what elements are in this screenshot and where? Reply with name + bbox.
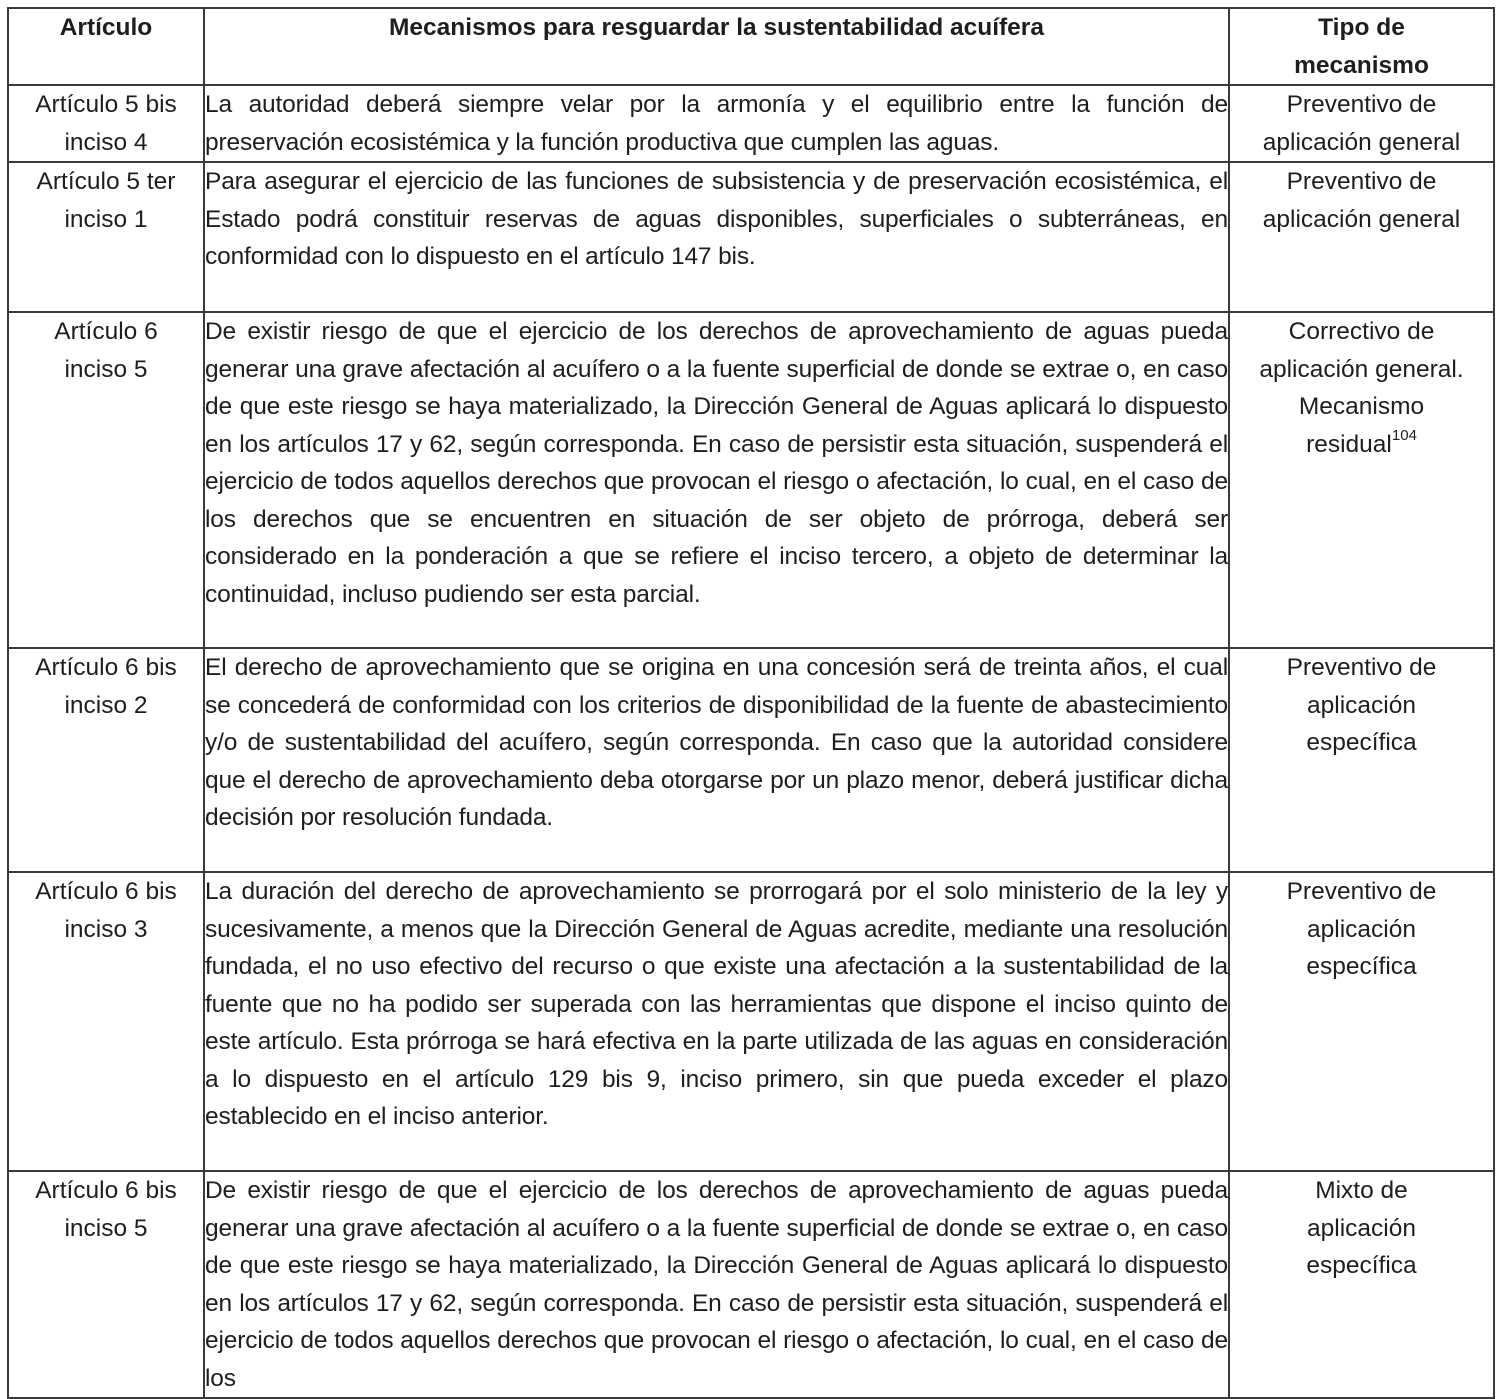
mecanismo-cell: El derecho de aprovechamiento que se origina en una concesión será de treinta años, el cual se concederá de conformidad con los criterios de disponibilidad de la fuente de abastecimiento y/o de sustentabilidad del acuífero, según corresponda. En caso que la autoridad considere que el derecho de aprovechamiento deba otorgarse por un plazo menor, deberá justificar dicha decisión por resolución fundada.	[204, 648, 1229, 872]
tipo-line1: Preventivo de	[1286, 91, 1437, 118]
tipo-line3: específica	[1306, 1252, 1417, 1279]
articulo-cell	[8, 85, 204, 162]
header-mecanismo: Mecanismos para resguardar la sustentabilidad acuífera	[204, 8, 1229, 85]
tipo-line4	[1230, 426, 1493, 464]
tipo-cell	[1229, 648, 1494, 872]
articulo-line2: inciso 4	[64, 128, 148, 156]
header-tipo	[1229, 8, 1494, 85]
mecanismo-cell: Para asegurar el ejercicio de las funciones de subsistencia y de preservación ecosistémica, el Estado podrá constituir reservas de aguas disponibles, superficiales o subterráneas, en conformidad con lo dispuesto en el artículo 147 bis.	[204, 162, 1229, 312]
articulo-line2: inciso 5	[64, 355, 148, 383]
mecanismo-cell: La autoridad deberá siempre velar por la armonía y el equilibrio entre la función de preservación ecosistémica y la función productiva que cumplen las aguas.	[204, 85, 1229, 162]
tipo-cell	[1229, 162, 1494, 312]
articulo-line1: Artículo 6 bis	[35, 1177, 177, 1204]
mechanisms-table	[7, 7, 1495, 1399]
header-row	[8, 8, 1494, 85]
articulo-line1: Artículo 5 ter	[36, 168, 176, 195]
tipo-cell	[1229, 312, 1494, 648]
tipo-line1: Preventivo de	[1286, 654, 1437, 681]
header-articulo: Artículo	[8, 8, 204, 85]
articulo-line2: inciso 5	[64, 1214, 148, 1242]
articulo-line1: Artículo 6 bis	[35, 654, 177, 681]
tipo-line3: específica	[1306, 729, 1417, 756]
table-row	[8, 85, 1494, 162]
articulo-cell	[8, 162, 204, 312]
header-tipo-line1: Tipo de	[1318, 14, 1405, 41]
tipo-line1: Correctivo de	[1288, 318, 1435, 345]
mecanismo-cell: La duración del derecho de aprovechamiento se prorrogará por el solo ministerio de la ley y sucesivamente, a menos que la Dirección General de Aguas acredite, mediante una resolución fundada, el no uso efectivo del recurso o que existe una afectación a la sustentabilidad de la fuente que no ha podido ser superada con las herramientas que dispone el inciso quinto de este artículo. Esta prórroga se hará efectiva en la parte utilizada de las aguas en consideración a lo dispuesto en el artículo 129 bis 9, inciso primero, sin que pueda exceder el plazo establecido en el inciso anterior.	[204, 872, 1229, 1171]
footnote-reference[interactable]: 104	[1391, 427, 1417, 445]
articulo-cell	[8, 872, 204, 1171]
mechanisms-table-container	[7, 7, 1493, 1399]
tipo-line4-text: residual	[1306, 430, 1392, 458]
articulo-cell	[8, 648, 204, 872]
articulo-cell	[8, 1171, 204, 1398]
articulo-cell	[8, 312, 204, 648]
table-row	[8, 1171, 1494, 1398]
table-row	[8, 872, 1494, 1171]
tipo-line1: Mixto de	[1315, 1177, 1408, 1204]
table-row	[8, 648, 1494, 872]
mecanismo-cell: De existir riesgo de que el ejercicio de los derechos de aprovechamiento de aguas pueda generar una grave afectación al acuífero o a la fuente superficial de donde se extrae o, en caso de que este riesgo se haya materializado, la Dirección General de Aguas aplicará lo dispuesto en los artículos 17 y 62, según corresponda. En caso de persistir esta situación, suspenderá el ejercicio de todos aquellos derechos que provocan el riesgo o afectación, lo cual, en el caso de los derechos que se encuentren en situación de ser objeto de prórroga, deberá ser considerado en la ponderación a que se refiere el inciso tercero, a objeto de determinar la continuidad, incluso pudiendo ser esta parcial.	[204, 312, 1229, 648]
articulo-line1: Artículo 5 bis	[35, 91, 177, 118]
articulo-line2: inciso 3	[64, 915, 148, 943]
tipo-line2: aplicación	[1307, 691, 1416, 719]
tipo-line2: aplicación general.	[1259, 355, 1464, 383]
articulo-line1: Artículo 6 bis	[35, 878, 177, 905]
tipo-line2: aplicación	[1307, 915, 1416, 943]
tipo-line3: Mecanismo	[1298, 393, 1425, 420]
articulo-line2: inciso 1	[64, 205, 148, 233]
tipo-line2: aplicación general	[1262, 205, 1461, 233]
table-row	[8, 162, 1494, 312]
table-row	[8, 312, 1494, 648]
tipo-line3: específica	[1306, 953, 1417, 980]
articulo-line1: Artículo 6	[54, 318, 158, 345]
tipo-cell	[1229, 1171, 1494, 1398]
tipo-line1: Preventivo de	[1286, 168, 1437, 195]
tipo-line2: aplicación	[1307, 1214, 1416, 1242]
header-tipo-line2: mecanismo	[1294, 51, 1429, 79]
tipo-line1: Preventivo de	[1286, 878, 1437, 905]
tipo-cell	[1229, 85, 1494, 162]
tipo-cell	[1229, 872, 1494, 1171]
articulo-line2: inciso 2	[64, 691, 148, 719]
mecanismo-cell: De existir riesgo de que el ejercicio de los derechos de aprovechamiento de aguas pueda generar una grave afectación al acuífero o a la fuente superficial de donde se extrae o, en caso de que este riesgo se haya materializado, la Dirección General de Aguas aplicará lo dispuesto en los artículos 17 y 62, según corresponda. En caso de persistir esta situación, suspenderá el ejercicio de todos aquellos derechos que provocan el riesgo o afectación, lo cual, en el caso de los	[204, 1171, 1229, 1398]
tipo-line2: aplicación general	[1262, 128, 1461, 156]
